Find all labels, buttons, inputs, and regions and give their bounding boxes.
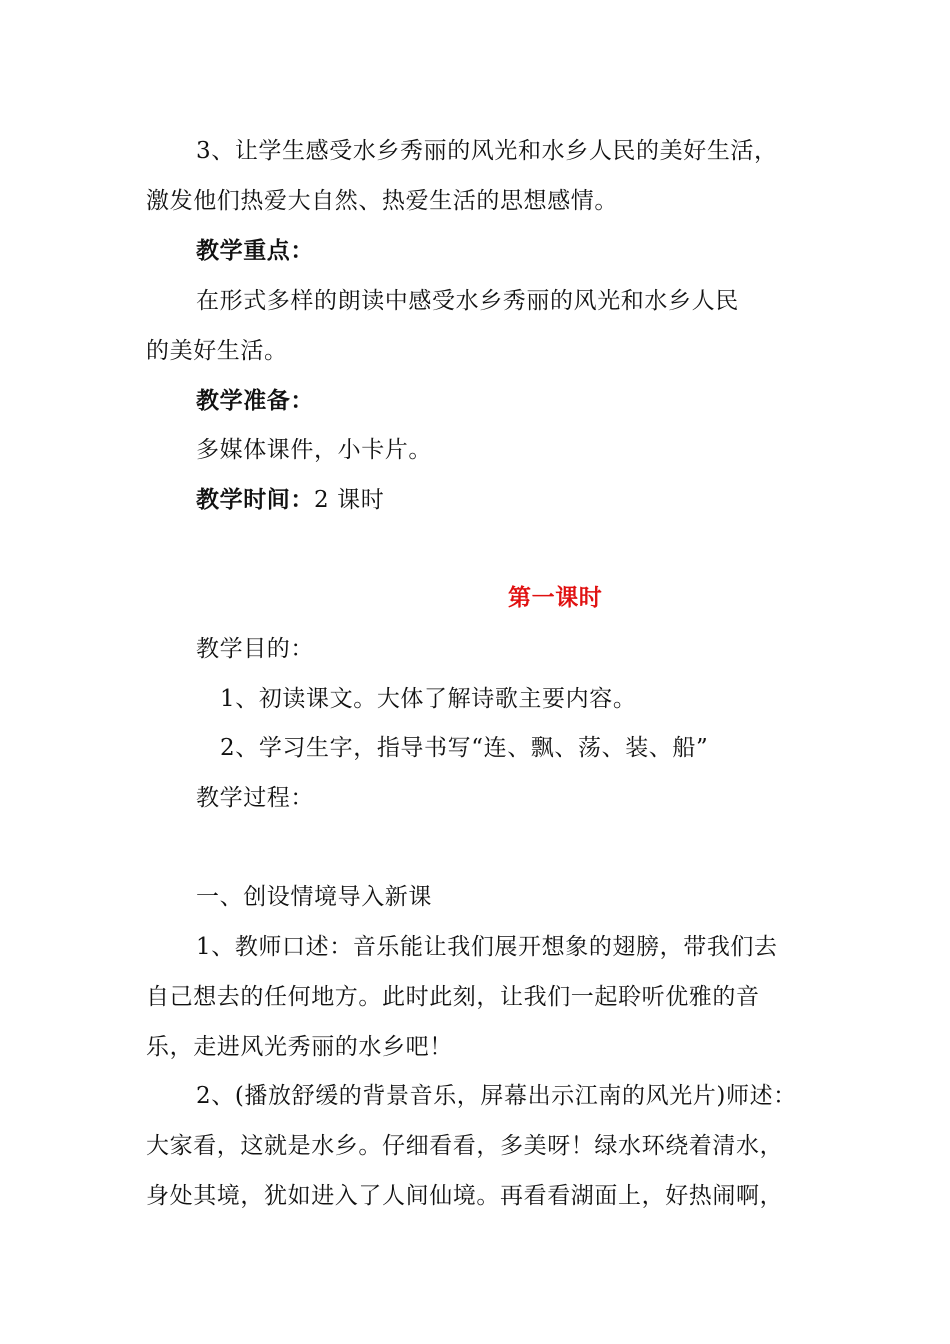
process-label: 教学过程： [196,785,314,811]
lesson-heading: 第一课时 [508,584,603,611]
step2-line2: 大家看，这就是水乡。仔细看看，多美呀！绿水环绕着清水， [146,1133,784,1159]
key-points-line2: 的美好生活。 [146,338,288,364]
preparation-text: 多媒体课件，小卡片。 [196,437,432,463]
time-label: 教学时间： [196,486,314,513]
step2-line1: 2、(播放舒缓的背景音乐，屏幕出示江南的风光片)师述： [196,1083,797,1109]
objective-1: 1、初读课文。大体了解诗歌主要内容。 [220,686,637,712]
preparation-label: 教学准备： [196,387,314,414]
objectives-label: 教学目的： [196,636,314,662]
goal3-line2: 激发他们热爱大自然、热爱生活的思想感情。 [146,188,618,214]
step1-line3: 乐，走进风光秀丽的水乡吧！ [146,1034,453,1060]
goal3-line1: 3、让学生感受水乡秀丽的风光和水乡人民的美好生活， [196,138,778,164]
step1-line1: 1、教师口述：音乐能让我们展开想象的翅膀，带我们去 [196,934,778,960]
key-points-label: 教学重点： [196,237,314,264]
teaching-time [196,485,384,515]
key-points-line1: 在形式多样的朗读中感受水乡秀丽的风光和水乡人民 [196,288,739,314]
objective-2: 2、学习生字，指导书写“连、飘、荡、装、船” [220,735,709,761]
section1-title: 一、创设情境导入新课 [196,884,432,910]
step2-line3: 身处其境，犹如进入了人间仙境。再看看湖面上，好热闹啊， [146,1183,784,1209]
time-value: 2 课时 [314,487,385,513]
step1-line2: 自己想去的任何地方。此时此刻，让我们一起聆听优雅的音 [146,984,760,1010]
